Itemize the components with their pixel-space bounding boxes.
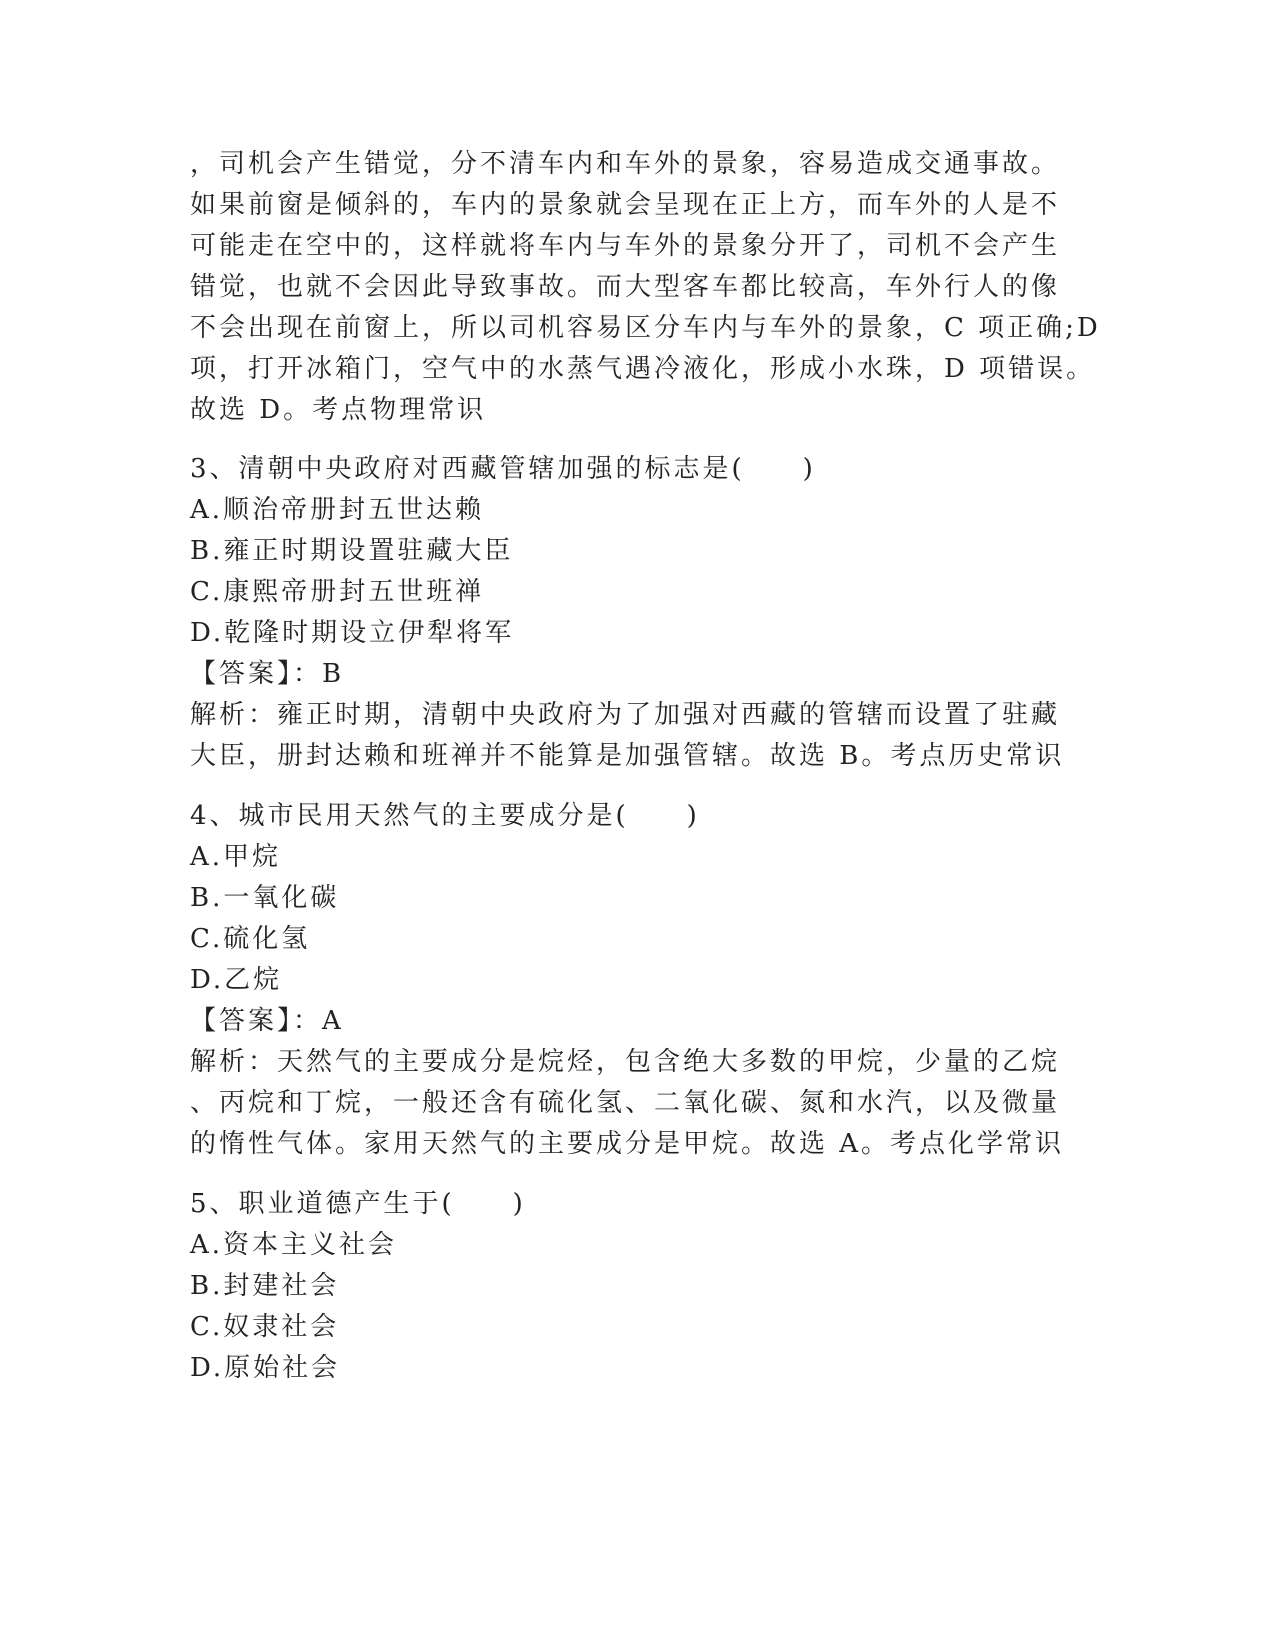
continuation-line: 如果前窗是倾斜的，车内的景象就会呈现在正上方，而车外的人是不 <box>190 190 1061 220</box>
question-3-option-a: A.顺治帝册封五世达赖 <box>190 495 485 525</box>
question-3-option-b: B.雍正时期设置驻藏大臣 <box>190 536 514 566</box>
question-3-option-c: C.康熙帝册封五世班禅 <box>190 577 485 607</box>
question-4-analysis-line: 解析：天然气的主要成分是烷烃，包含绝大多数的甲烷，少量的乙烷 <box>190 1047 1061 1077</box>
question-5-option-c: C.奴隶社会 <box>190 1312 340 1342</box>
question-3-option-d: D.乾隆时期设立伊犁将军 <box>190 618 515 648</box>
continuation-line: 不会出现在前窗上，所以司机容易区分车内与车外的景象，C 项正确;D <box>190 313 1101 343</box>
question-3-analysis-line: 大臣，册封达赖和班禅并不能算是加强管辖。故选 B。考点历史常识 <box>190 741 1065 771</box>
continuation-line: ，司机会产生错觉，分不清车内和车外的景象，容易造成交通事故。 <box>190 149 1061 179</box>
question-3-stem: 3、清朝中央政府对西藏管辖加强的标志是( ) <box>190 454 816 484</box>
question-3-answer: 【答案】：B <box>190 659 345 689</box>
question-5-option-d: D.原始社会 <box>190 1353 341 1383</box>
question-3-analysis-line: 解析：雍正时期，清朝中央政府为了加强对西藏的管辖而设置了驻藏 <box>190 700 1061 730</box>
continuation-line: 错觉，也就不会因此导致事故。而大型客车都比较高，车外行人的像 <box>190 272 1061 302</box>
question-4-option-a: A.甲烷 <box>190 842 282 872</box>
question-4-option-b: B.一氧化碳 <box>190 883 340 913</box>
question-4-option-c: C.硫化氢 <box>190 924 311 954</box>
question-5-stem: 5、职业道德产生于( ) <box>190 1189 526 1219</box>
question-4-analysis-line: 的惰性气体。家用天然气的主要成分是甲烷。故选 A。考点化学常识 <box>190 1129 1065 1159</box>
question-5-option-a: A.资本主义社会 <box>190 1230 398 1260</box>
continuation-line: 故选 D。考点物理常识 <box>190 395 487 425</box>
continuation-line: 项，打开冰箱门，空气中的水蒸气遇冷液化，形成小水珠，D 项错误。 <box>190 354 1096 384</box>
question-5-option-b: B.封建社会 <box>190 1271 340 1301</box>
question-4-answer: 【答案】：A <box>190 1006 344 1036</box>
continuation-line: 可能走在空中的，这样就将车内与车外的景象分开了，司机不会产生 <box>190 231 1061 261</box>
question-4-option-d: D.乙烷 <box>190 965 283 995</box>
question-4-stem: 4、城市民用天然气的主要成分是( ) <box>190 801 700 831</box>
question-4-analysis-line: 、丙烷和丁烷，一般还含有硫化氢、二氧化碳、氮和水汽，以及微量 <box>190 1088 1061 1118</box>
